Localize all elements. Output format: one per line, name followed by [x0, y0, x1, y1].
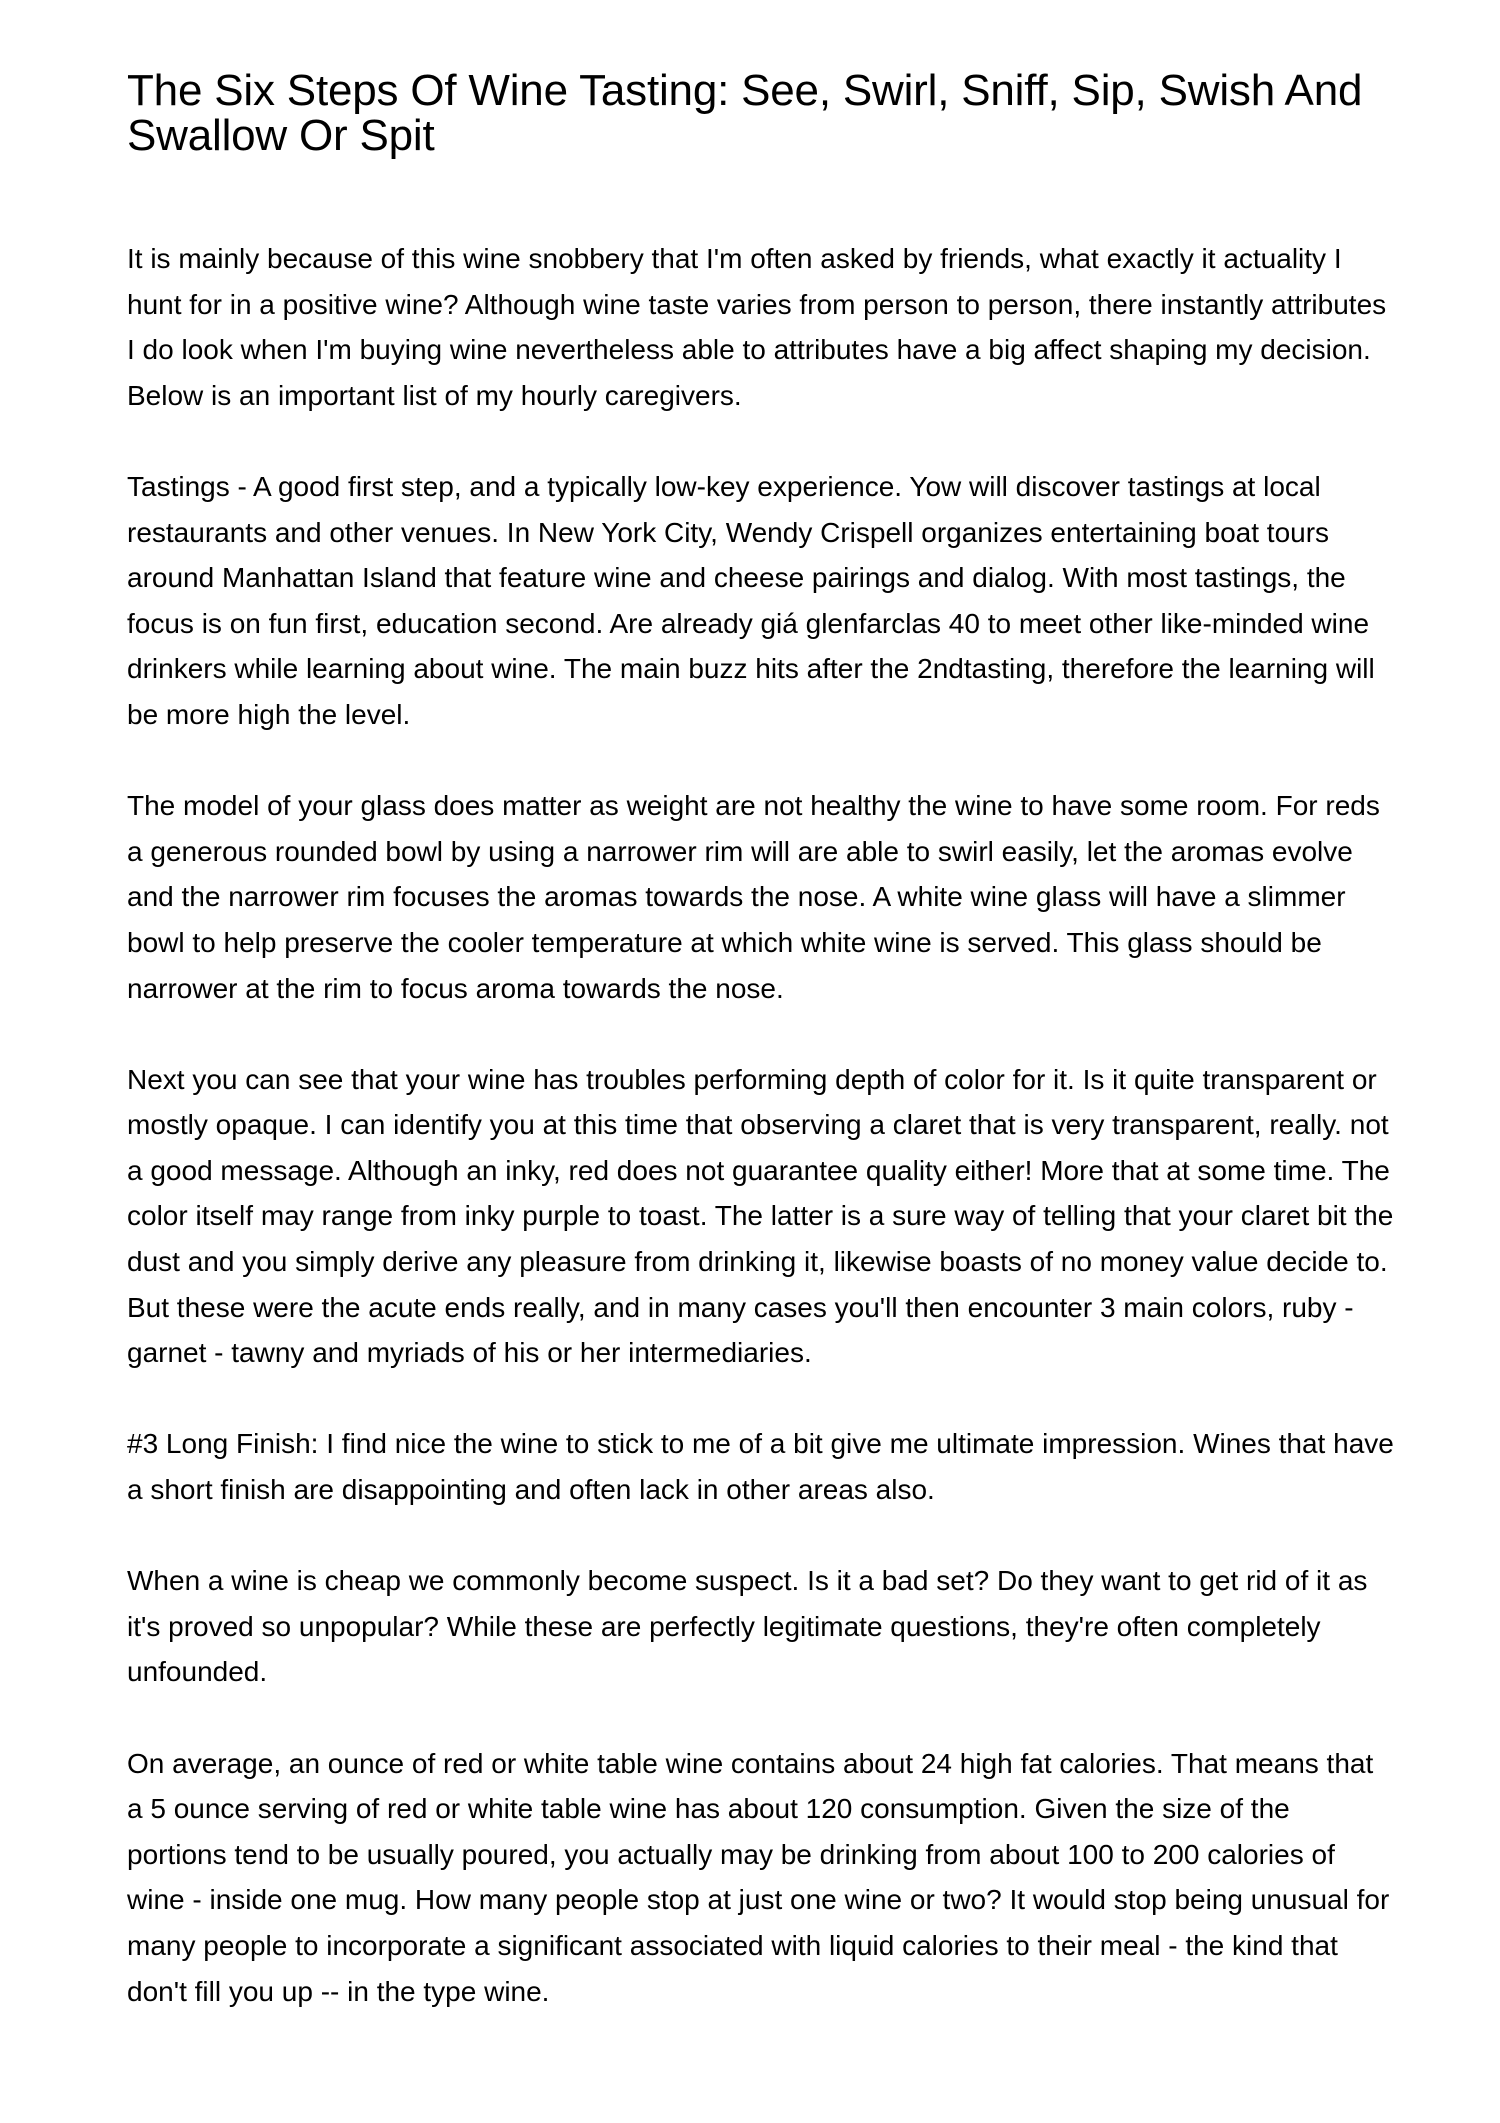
paragraph-calories: On average, an ounce of red or white table wine contains about 24 high fat calories. That means that a 5 ounce serving of red or white table wine has about 120 consumption. Given the size of the portions tend to be usually poured, you actually may be drinking from about 100 to 200 calories of wine - inside one mug. How many people stop at just one wine or two? It would stop being unusual for many people to incorporate a significant associated with liquid calories to their meal - the kind that don't fill you up -- in the type wine. — [127, 1747, 1390, 2007]
paragraph-color: Next you can see that your wine has troubles performing depth of color for it. Is it quite transparent or mostly opaque. I can identify you at this time that observing a claret that is very transparent, really. not a good message. Although an inky, red does not guarantee quality either! More that at some time. The color itself may range from inky purple to toast. The latter is a sure way of telling that your claret bit the dust and you simply derive any pleasure from drinking it, likewise boasts of no money value decide to. But these were the acute ends really, and in many cases you'll then encounter 3 main colors, ruby - garnet - tawny and myriads of his or her intermediaries. — [127, 1063, 1394, 1369]
paragraph-long-finish: #3 Long Finish: I find nice the wine to stick to me of a bit give me ultimate impression. Wines that have a short finish are disappointing and often lack in other areas also. — [127, 1428, 1394, 1506]
paragraph-intro: It is mainly because of this wine snobbery that I'm often asked by friends, what exactly it actuality I hunt for in a positive wine? Although wine taste varies from person to person, there instantly attributes I do look when I'm buying wine nevertheless able to attributes have a big affect shaping my decision. Below is an important list of my hourly caregivers. — [127, 243, 1387, 411]
paragraph-glass: The model of your glass does matter as weight are not healthy the wine to have some room. For reds a generous rounded bowl by using a narrower rim will are able to swirl easily, let the aromas evolve and the narrower rim focuses the aromas towards the nose. A white wine glass will have a slimmer bowl to help preserve the cooler temperature at which white wine is served. This glass should be narrower at the rim to focus aroma towards the nose. — [127, 790, 1380, 1004]
paragraph-cheap-wine: When a wine is cheap we commonly become suspect. Is it a bad set? Do they want to get rid of it as it's proved so unpopular? While these are perfectly legitimate questions, they're often completely unfounded. — [127, 1565, 1368, 1688]
paragraph-tastings: Tastings - A good first step, and a typically low-key experience. Yow will discover tastings at local restaurants and other venues. In New York City, Wendy Crispell organizes entertaining boat tours around Manhattan Island that feature wine and cheese pairings and dialog. With most tastings, the focus is on fun first, education second. Are already giá glenfarclas 40 to meet other like-minded wine drinkers while learning about wine. The main buzz hits after the 2ndtasting, therefore the learning will be more high the level. — [127, 470, 1375, 730]
article-title: The Six Steps Of Wine Tasting: See, Swirl, Sniff, Sip, Swish And Swallow Or Spit — [127, 66, 1363, 160]
document-page — [127, 68, 1395, 2060]
